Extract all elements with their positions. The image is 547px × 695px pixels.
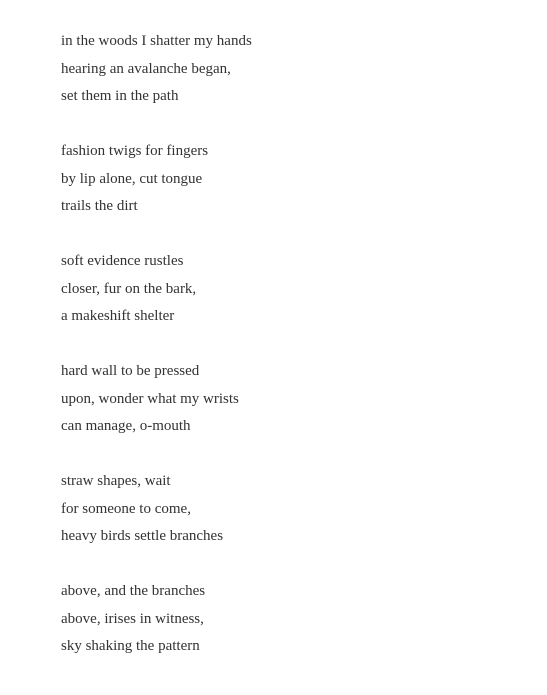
stanza-3 [61,250,252,333]
stanza-2 [61,140,252,223]
poem-line: in the woods I shatter my hands [61,33,252,49]
poem-line: upon, wonder what my wrists [61,390,239,407]
stanza-1 [61,30,252,113]
poem-line: closer, fur on the bark, [61,280,197,297]
poem-line: set them in the path [61,88,179,104]
poem-line: above, and the branches [61,583,206,599]
poem-line: can manage, o-mouth [61,418,191,434]
poem-line: soft evidence rustles [61,253,184,269]
poem-line: hearing an avalanche began, [61,60,231,77]
poem-line: sky shaking the pattern [61,638,200,654]
stanza-4 [61,360,252,443]
poem-line: above, irises in witness, [61,610,204,627]
poem-line: hard wall to be pressed [61,363,200,379]
poem-line: straw shapes, wait [61,473,171,489]
poem-body [61,30,252,663]
poem-line: fashion twigs for fingers [61,143,209,159]
stanza-6 [61,580,252,663]
poem-line: for someone to come, [61,500,191,517]
poem-line: heavy birds settle branches [61,528,224,544]
poem-line: a makeshift shelter [61,308,175,324]
poem-line: by lip alone, cut tongue [61,170,203,187]
poem-line: trails the dirt [61,198,138,214]
stanza-5 [61,470,252,553]
